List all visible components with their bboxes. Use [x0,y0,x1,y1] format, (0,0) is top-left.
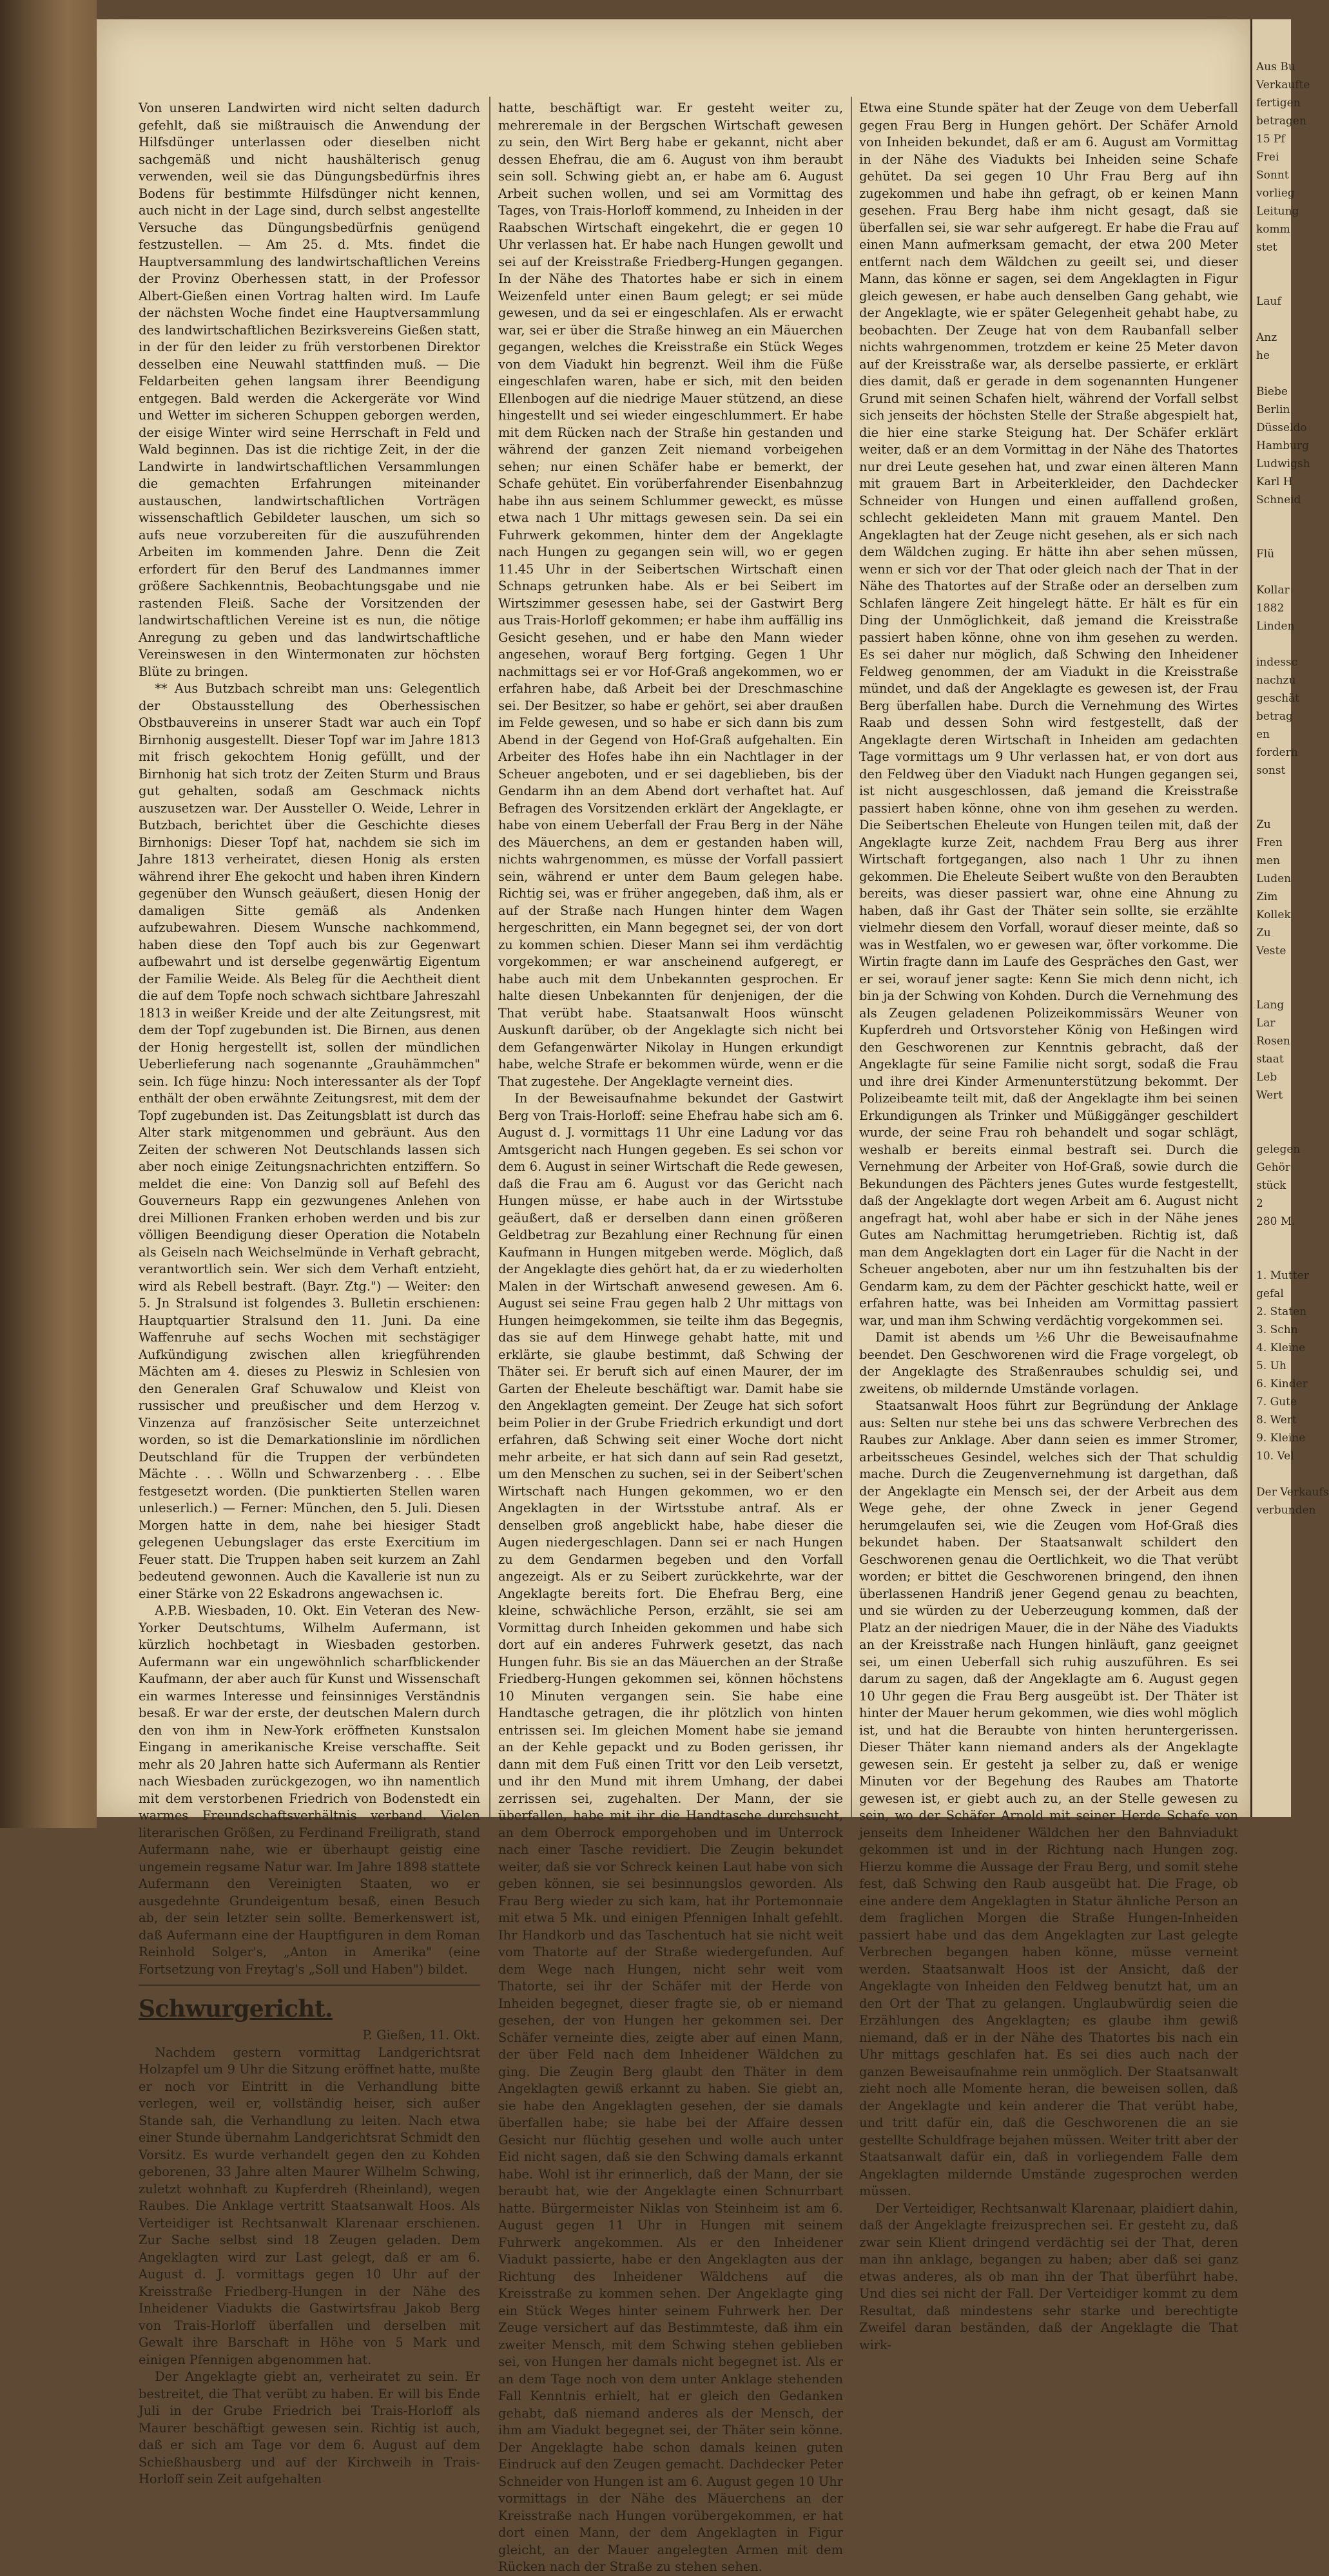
court-evidence: In der Beweisaufnahme bekundet der Gastwirt Berg von Trais-Horloff: seine Ehefrau habe sich am 6. August d. J. vormittags 11 Uhr eine Ladung vor das Amtsgericht nach Hungen gegeben. Es sei schon vor dem 6. August in seiner Wirtschaft die Rede gewesen, daß die Frau am 6. August vor das Gericht nach Hungen müsse, er habe auch in der Wirtsstube geäußert, daß er derselben dann einen größeren Geldbetrag zur Bezahlung einer Rechnung für einen Kaufmann in Hungen mitgeben werde. Möglich, daß der Angeklagte dies gehört hat, da er zu wiederholten Malen in der Wirtschaft anwesend gewesen. Am 6. August sei seine Frau gegen halb 2 Uhr mittags von Hungen heimgekommen, sie teilte ihm das Begegnis, das sie auf dem Hinwege gehabt hatte, mit und erklärte, sie glaube bestimmt, daß Schwing der Thäter sei. Er beruft sich auf einen Maurer, der im Garten der Eheleute beschäftigt war. Damit habe sie den Angeklagten gemeint. Der Zeuge hat sich sofort beim Polier in der Grube Friedrich erkundigt und dort erfahren, daß Schwing seit einer Woche dort nicht mehr arbeite, er hat sich dann auf sein Rad gesetzt, um den Menschen zu suchen, sei in der Seibert'schen Wirtschaft nach Hungen gekommen, wo er den Angeklagten in der Wirtsstube antraf. Als er denselben groß angeblickt habe, habe dieser die Augen niedergeschlagen. Dann sei er nach Hungen zu dem Gendarmen begeben und den Vorfall angezeigt. Als er zu Seibert zurückkehrte, war der Angeklagte bereits fort. Die Ehefrau Berg, eine kleine, schwächliche Person, erzählt, sie sei am Vormittag durch Inheiden gekommen und habe sich dort auf ein anderes Fuhrwerk gesetzt, das nach Hungen fuhr. Bis sie an das Mäuerchen an der Straße Friedberg-Hungen gekommen sei, können höchstens 10 Minuten vergangen sein. Sie habe eine Handtasche getragen, die ihr plötzlich von hinten entrissen sei. Im gleichen Moment habe sie jemand an der Kehle gepackt und zu Boden gerissen, ihr dann mit dem Fuß einen Tritt vor den Leib versetzt, und ihr den Mund mit ihrem Umhang, der dabei zerrissen sei, zugehalten. Der Mann, der sie überfallen, habe mit ihr die Handtasche durchsucht, an dem Oberrock emporgehoben und im Unterrock nach einer Tasche revidiert. Die Zeugin bekundet weiter, daß sie vor Schreck keinen Laut habe von sich geben können, sie sei besinnungslos geworden. Als Frau Berg wieder zu sich kam, hat ihr Portemonnaie mit etwa 5 Mk. und einigen Pfennigen Inhalt gefehlt. Ihr Handkorb und das Taschentuch hat sie nicht weit vom Thatorte auf der Straße wiedergefunden. Auf dem Wege nach Hungen, nicht sehr weit vom Thatorte, sei ihr der Schäfer mit der Herde von Inheiden begegnet, dieser fragte sie, ob er niemand gesehen, der von Hungen her gekommen sei. Der Schäfer verneinte dies, zeigte aber auf einen Mann, der über Feld nach dem Inheidener Wäldchen zu ging. Die Zeugin Berg glaubt den Thäter in dem Angeklagten gewiß erkannt zu haben. Sie giebt an, sie habe den Angeklagten gesehen, der sie damals überfallen habe; sie habe bei der Affaire dessen Gesicht nur flüchtig gesehen und wolle auch unter Eid nicht sagen, daß sie den Schwing damals erkannt habe. Wohl ist ihr erinnerlich, daß der Mann, der sie beraubt hat, wie der Angeklagte einen Schnurrbart hatte. Bürgermeister Niklas von Steinheim ist am 6. August gegen 11 Uhr in Hungen mit seinem Fuhrwerk angekommen. Als er den Inheidener Viadukt passierte, habe er den Angeklagten aus der Richtung des Inheidener Wäldchens auf die Kreisstraße zu kommen sehen. Der Angeklagte ging ein Stück Weges hinter seinem Fuhrwerk her. Der Zeuge versichert auf das Bestimmteste, daß ihm ein zweiter Mensch, mit dem Schwing stehen geblieben sei, von Hungen her damals nicht begegnet ist. Als er an dem Tage noch von dem unter Anklage stehenden Fall Kenntnis erhielt, hat er gleich den Gedanken gehabt, daß niemand anderes als der Mensch, der ihm am Viadukt begegnet sei, der Thäter sein könne. Der Angeklagte habe schon damals keinen guten Eindruck auf den Zeugen gemacht. Dachdecker Peter Schneider von Hungen ist am 6. August gegen 10 Uhr vormittags in der Nähe des Mäuerchens an der Kreisstraße nach Hungen vorübergekommen, er hat dort einen Mann, der dem Angeklagten in Figur gleicht, an der Mauer angelegten Armen mit dem Rücken nach der Straße zu stehen sehen. [498,1091,843,2574]
court-prosecutor: Staatsanwalt Hoos führt zur Begründung der Anklage aus: Selten nur stehe bei uns das schwere Verbrechen des Raubes zur Anklage. Aber dann seien es immer Stromer, arbeitsscheues Gesindel, welches sich der That schuldig mache. Durch die Zeugenvernehmung ist dargethan, daß der Angeklagte ein Mensch sei, der der Arbeit aus dem Wege gehe, der ohne Zweck in jener Gegend herumgelaufen sei, wie die Zeugen vom Hof-Graß dies bekundet haben. Der Staatsanwalt schildert den Geschworenen genau die Oertlichkeit, wo die That verübt worden; er bittet die Geschworenen bringend, den ihnen überlassenen Handriß jener Gegend genau zu beachten, und sie würden zu der Ueberzeugung kommen, daß der Platz an der niedrigen Mauer, die in der Nähe des Viadukts an der Kreisstraße nach Hungen hinläuft, ganz geeignet sei, um einen Ueberfall sich ruhig auszuführen. Es sei darum zu sagen, daß der Angeklagte am 6. August gegen 10 Uhr gegen die Frau Berg ausgeübt ist. Der Thäter ist hinter der Mauer herum gekommen, wie dies wohl möglich ist, und hat die Beraubte von hinten heruntergerissen. Dieser Thäter kann niemand anders als der Angeklagte gewesen sein. Er gesteht ja selber zu, daß er wenige Minuten vor der Begehung des Raubes am Thatorte gewesen ist, er giebt auch zu, an der Stelle gewesen zu sein, wo der Schäfer Arnold mit seiner Herde Schafe von jenseits dem Inheidener Wäldchen her den Bahnviadukt gekommen ist und in der Richtung nach Hungen zog. Hierzu komme die Aussage der Frau Berg, und somit stehe fest, daß Schwing den Raub ausgeübt hat. Die Frage, ob eine andere dem Angeklagten in Statur ähnliche Person an dem fraglichen Morgen die Straße Hungen-Inheiden passiert habe und das dem Angeklagten zur Last gelegte Verbrechen begangen haben könne, müsse verneint werden. Staatsanwalt Hoos ist der Ansicht, daß der Angeklagte von Inheiden den Feldweg benutzt hat, um an den Ort der That zu gelangen. Unglaubwürdig seien die Erzählungen des Angeklagten; es glaube ihm gewiß niemand, daß er in der Nähe des Thatortes bis nach ein Uhr mittags geschlafen hat. Es sei dies auch nach der ganzen Beweisaufnahme rein unmöglich. Der Staatsanwalt zieht noch alle Momente heran, die beweisen sollen, daß der Angeklagte und kein anderer die That verübt habe, und tritt dafür ein, daß die Geschworenen die an sie gestellte Schuldfrage bejahen müssen. Weiter tritt aber der Staatsanwalt dafür ein, daß in vorliegendem Falle dem Angeklagten mildernde Umstände zugesprochen werden müssen. [859,1398,1238,2198]
column-rule-1 [489,97,490,1817]
article-landwirte: Von unseren Landwirten wird nicht selten dadurch gefehlt, daß sie mißtrauisch die Anwendung der Hilfsdünger unterlassen oder dieselben nicht sachgemäß und nicht haushälterisch genug verwenden, weil sie das Düngungsbedürfnis ihres Bodens für bestimmte Hilfsdünger nicht kennen, auch nicht in der Lage sind, durch selbst angestellte Versuche das Düngungsbedürfnis genügend festzustellen. — Am 25. d. Mts. findet die Hauptversammlung des landwirtschaftlichen Vereins der Provinz Oberhessen statt, in der Professor Albert-Gießen einen Vortrag halten wird. Im Laufe der nächsten Woche findet eine Hauptversammlung des landwirtschaftlichen Bezirksvereins Gießen statt, in der für den leider zu früh verstorbenen Direktor desselben eine Neuwahl stattfinden muß. — Die Feldarbeiten gehen langsam ihrer Beendigung entgegen. Bald werden die Ackergeräte vor Wind und Wetter im sicheren Schuppen geborgen werden, der eisige Winter wird seine Herrschaft in Feld und Wald beginnen. Das ist die richtige Zeit, in der die Landwirte in landwirtschaftlichen Versammlungen die gemachten Erfahrungen miteinander austauschen, landwirtschaftlichen Vorträgen wissenschaftlich Gebildeter lauschen, um sich so aufs neue vorzubereiten für die auszuführenden Arbeiten im kommenden Jahre. Denn die Zeit erfordert für den Beruf des Landmannes immer größere Sachkenntnis, Beobachtungsgabe und nie rastenden Fleiß. Sache der Vorsitzenden der landwirtschaftlichen Vereine ist es nun, die nötige Anregung zu geben und das landwirtschaftliche Vereinswesen in den Wintermonaten zur höchsten Blüte zu bringen. [139,101,480,679]
court-witnesses: Etwa eine Stunde später hat der Zeuge von dem Ueberfall gegen Frau Berg in Hungen gehört. Der Schäfer Arnold von Inheiden bekundet, daß er am 6. August am Vormittag in der Nähe des Viadukts bei Inheiden seine Schafe gehütet. Da sei gegen 10 Uhr Frau Berg auf ihn zugekommen und habe ihn gefragt, ob er keinen Mann gesehen. Frau Berg habe ihm nicht gesagt, daß sie überfallen sei, sie war sehr aufgeregt. Er habe die Frau auf einen Mann aufmerksam gemacht, der etwa 200 Meter entfernt nach dem Wäldchen zu geeilt sei, und dieser Mann, das könne er sagen, sei dem Angeklagten in Figur gleich gewesen, er habe auch denselben Gang gehabt, wie der Angeklagte, wie er später Gelegenheit gehabt habe, zu beobachten. Der Zeuge hat von dem Raubanfall selber nichts wahrgenommen, trotzdem er keine 25 Meter davon auf der Kreisstraße war, als derselbe passierte, er erklärt dies damit, daß er gerade in dem sogenannten Hungener Grund mit seinen Schafen hielt, während der Vorfall selbst sich jenseits der höchsten Stelle der Straße abgespielt hat, die hier eine starke Steigung hat. Der Schäfer erklärt weiter, daß er an dem Vormittag in der Nähe des Thatortes nur drei Leute gesehen hat, und zwar einen älteren Mann mit grauem Bart in Arbeiterkleider, den Dachdecker Schneider von Hungen und einen auffallend großen, schlecht gekleideten Mann mit grauem Mantel. Den Angeklagten hat der Zeuge nicht gesehen, als er sich nach dem Wäldchen zuging. Er hätte ihn aber sehen müssen, wenn er sich vor der That oder gleich nach der That in der Nähe des Thatortes auf der Straße oder an derselben zum Schlafen längere Zeit hingelegt hätte. Er hält es für ein Ding der Unmöglichkeit, daß jemand die Kreisstraße passiert haben könne, ohne von ihm gesehen zu werden. Es sei daher nur möglich, daß Schwing den Inheidener Feldweg genommen, der am Viadukt in die Kreisstraße mündet, und daß der Angeklagte es gewesen ist, der Frau Berg überfallen habe. Durch die Vernehmung des Wirtes Raab und dessen Sohn wird festgestellt, daß der Angeklagte deren Wirtschaft in Inheiden am gedachten Tage vormittags um 9 Uhr verlassen hat, er von dort aus den Feldweg über den Viadukt nach Hungen gegangen sei, ist nicht ausgeschlossen, daß jemand die Kreisstraße passiert haben könne, ohne von ihm gesehen zu werden. Die Seibertschen Eheleute von Hungen teilen mit, daß der Angeklagte kurze Zeit, nachdem Frau Berg aus ihrer Wirtschaft fortgegangen, also nach 1 Uhr zu ihnen gekommen. Die Eheleute Seibert wußte von den Beraubten bereits, was dieser passiert war, ohne eine Ahnung zu haben, daß ihr Gast der Thäter sein sollte, sie erzählte vielmehr diesem den Vorfall, worauf dieser meinte, daß so was in Westfalen, wo er gewesen war, öfter vorkomme. Die Wirtin fragte dann im Laufe des Gespräches den Gast, wer er sei, worauf jener sagte: Kenn Sie mich denn nicht, ich bin ja der Schwing von Kohden. Durch die Vernehmung des als Zeugen geladenen Polizeikommissärs Weuner von Kupferdreh und Ortsvorsteher König von Heßingen wird den Geschworenen zur Kenntnis gebracht, daß der Angeklagte für seine Familie nicht sorgt, sodaß die Frau und ihre drei Kinder Armenunterstützung bekommt. Der Polizeibeamte teilt mit, daß der Angeklagte ihm bei seinen Erkundigungen als Trinker und Müßiggänger geschildert wurde, der seine Frau roh behandelt und sogar schlägt, weshalb er bereits einmal bestraft sei. Durch die Vernehmung der Arbeiter von Hof-Graß, sowie durch die Bekundungen des Pächters jenes Gutes wurde festgestellt, daß der Angeklagte dort wegen Arbeit am 6. August nicht angefragt hat, wohl aber habe er sich in der Nähe jenes Gutes am Nachmittag herumgetrieben. Richtig ist, daß man dem Angeklagten dort ein Lager für die Nacht in der Scheuer angeboten, aber nur um ihn festzuhalten bis der Gendarm kam, zu dem der Pächter geschickt hatte, weil er erfahren hatte, was bei Inheiden am Vormittag passiert war, und man ihm Schwing verdächtig vorgekommen sei. [859,101,1238,1328]
article-butzbach: ** Aus Butzbach schreibt man uns: Gelegentlich der Obstausstellung des Oberhessischen Obstbauvereins in unserer Stadt war auch ein Topf Birnhonig ausgestellt. Dieser Topf war im Jahre 1813 mit frisch gekochtem Honig gefüllt, und der Birnhonig hat sich trotz der Zeiten Sturm und Braus gut gehalten, sodaß am Geschmack nichts auszusetzen war. Der Aussteller O. Weide, Lehrer in Butzbach, berichtet über die Geschichte dieses Birnhonigs: Dieser Topf hat, nachdem sie sich im Jahre 1813 verheiratet, diesen Honig als ersten während ihrer Ehe gekocht und haben ihren Kindern gegenüber den Wunsch geäußert, diesen Honig der damaligen Sitte gemäß als Andenken aufzubewahren. Diesem Wunsche nachkommend, haben diese den Topf auch bis zur Gegenwart aufbewahrt und ist derselbe gegenwärtig Eigentum der Familie Weide. Als Beleg für die Aechtheit dient die auf dem Topfe noch schwach sichtbare Jahreszahl 1813 in weißer Kreide und der alte Zeitungsrest, mit dem der Topf zugebunden ist. Die Birnen, aus denen der Honig hergestellt ist, sollen der mündlichen Ueberlieferung nach sogenannte „Grauhämmchen" sein. Ich füge hinzu: Noch interessanter als der Topf enthält der oben erwähnte Zeitungsrest, mit dem der Topf zugebunden ist. Das Zeitungsblatt ist durch das Alter stark mitgenommen und gebräunt. Aus den Zeiten der schweren Not Deutschlands lassen sich aber noch einige Zeitungsnachrichten entziffern. So meldet die eine: Von Danzig soll auf Befehl des Gouverneurs Rapp ein gezwungenes Anlehen von drei Millionen Franken erhoben werden und bis zur völligen Beendigung dieser Operation die Notabeln als Geiseln nach Weichselmünde in Verhaft gebracht, verantwortlich sein. Wer sich dem Verhaft entzieht, wird als Rebell bestraft. (Bayr. Ztg.") — Weiter: den 5. Jn Stralsund ist folgendes 3. Bulletin erschienen: Hauptquartier Stralsund den 11. Juni. Da eine Waffenruhe auf sechs Wochen mit sechstägiger Aufkündigung zwischen allen kriegführenden Mächten am 4. dieses zu Pleswiz in Schlesien von den Generalen Graf Schuwalow und Kleist von russischer und preußischer und dem Herzog v. Vinzenza auf französischer Seite unterzeichnet worden, so ist die Demarkationslinie im nördlichen Deutschland für die Truppen der verbündeten Mächte . . . Wölln und Schwarzenberg . . . Elbe festgesetzt worden. (Die punktierten Stellen waren unleserlich.) — Ferner: München, den 5. Juli. Diesen Morgen hatte in dem, nahe bei hiesiger Stadt gelegenen Uebungslager das erste Exercitium im Feuer statt. Die Truppen haben seit kurzem an Zahl bedeutend gewonnen. Auch die Kavallerie ist nun zu einer Stärke von 22 Eskadrons angewachsen ic. [139,681,480,1601]
court-intro: Nachdem gestern vormittag Landgerichtsrat Holzapfel um 9 Uhr die Sitzung eröffnet hatte, mußte er noch vor Eintritt in die Verhandlung bitte verlegen, weil er, vollständig heiser, sich außer Stande sah, die Verhandlung zu leiten. Nach etwa einer Stunde übernahm Landgerichtsrat Schmidt den Vorsitz. Es wurde verhandelt gegen den zu Kohden geborenen, 33 Jahre alten Maurer Wilhelm Schwing, zuletzt wohnhaft zu Kupferdreh (Rheinland), wegen Raubes. Die Anklage vertritt Staatsanwalt Hoos. Als Verteidiger ist Rechtsanwalt Klarenaar erschienen. Zur Sache selbst sind 18 Zeugen geladen. Dem Angeklagten wird zur Last gelegt, daß er am 6. August d. J. vormittags gegen 10 Uhr auf der Kreisstraße Friedberg-Hungen in der Nähe des Inheidener Viadukts die Gastwirtsfrau Jakob Berg von Trais-Horloff überfallen und derselben mit Gewalt ihre Barschaft in Höhe von 5 Mark und einigen Pfennigen abgenommen hat. [139,2044,480,2367]
column-1 [139,100,480,2486]
book-binding [0,0,97,1828]
court-defense: Der Verteidiger, Rechtsanwalt Klarenaar, plaidiert dahin, daß der Angeklagte freizusprechen sei. Er gesteht zu, daß zwar sein Klient dringend verdächtig sei der That, deren man ihn anklage, begangen zu haben; aber daß sei ganz etwas anderes, als ob man ihn der That überführt habe. Und dies sei nicht der Fall. Der Verteidiger kommt zu dem Resultat, daß mindestens sehr starke und berechtigte Zweifel daran beständen, daß der Angeklagte die That wirk- [859,2200,1238,2352]
court-defendant-statement: Der Angeklagte giebt an, verheiratet zu sein. Er bestreitet, die That verübt zu haben. Er will bis Ende Juli in der Grube Friedrich bei Trais-Horloff als Maurer beschäftigt gewesen sein. Richtig ist auch, daß er sich am Tage vor dem 6. August auf dem Schießhausberg und auf der Kirchweih in Trais-Horloff sein Zeit aufgehalten [139,2369,480,2486]
column-2 [498,100,843,2574]
facing-page-edge [1250,19,1329,1817]
court-defendant-continued: hatte, beschäftigt war. Er gesteht weiter zu, mehreremale in der Bergschen Wirtschaft gewesen zu sein, den Wirt Berg habe er gekannt, nicht aber dessen Ehefrau, die am 6. August von ihm beraubt sein soll. Schwing giebt an, er habe am 6. August Arbeit suchen wollen, und sei am Vormittag des Tages, von Trais-Horloff kommend, zu Inheiden in der Raabschen Wirtschaft eingekehrt, die er gegen 10 Uhr verlassen hat. Er habe nach Hungen gewollt und sei auf der Kreisstraße Friedberg-Hungen gegangen. In der Nähe des Thatortes habe er sich in einem Weizenfeld unter einen Baum gelegt; er sei müde gewesen, und da sei er eingeschlafen. Als er erwacht war, sei er über die Straße hinweg an ein Mäuerchen gegangen, welches die Kreisstraße ein Stück Weges von dem Viadukt hin begrenzt. Weil ihm die Füße eingeschlafen waren, habe er sich, mit den beiden Ellenbogen auf die niedrige Mauer stützend, an diese hingestellt und sei wieder eingeschlummert. Er habe mit dem Rücken nach der Straße hin gestanden und während der ganzen Zeit niemand vorbeigehen sehen; nur einen Schäfer habe er bemerkt, der Schafe gehütet. Ein vorüberfahrender Eisenbahnzug habe ihn aus seinem Schlummer geweckt, es müsse etwa nach 1 Uhr mittags gewesen sein. Da sei ein Fuhrwerk gekommen, hinter dem der Angeklagte nach Hungen zu gegangen sein will, wo er gegen 11.45 Uhr in der Seibertschen Wirtschaft einen Schnaps getrunken habe. Als er bei Seibert im Wirtszimmer gesessen habe, sei der Gastwirt Berg aus Trais-Horloff gekommen; er habe ihm auffällig ins Gesicht gesehen, und er habe den Mann wieder angesehen, worauf Berg fortging. Gegen 1 Uhr nachmittags sei er vor Hof-Graß angekommen, wo er erfahren habe, daß Arbeit bei der Dreschmaschine sei. Der Besitzer, so habe er gehört, sei aber draußen im Felde gewesen, und so habe er sich dann bis zum Abend in der Gegend von Hof-Graß aufgehalten. Ein Arbeiter des Hofes habe ihn ein Nachtlager in der Scheuer angeboten, und er sei dageblieben, bis der Gendarm ihn an dem Abend dort verhaftet hat. Auf Befragen des Vorsitzenden erklärt der Angeklagte, er habe von einem Ueberfall der Frau Berg in der Nähe des Mäuerchens, an dem er gestanden haben will, nichts wahrgenommen, es müsse der Vorfall passiert sein, während er unter dem Baum gelegen habe. Richtig sei, was er früher angegeben, daß ihm, als er auf der Straße nach Hungen hinter dem Wagen hergeschritten, ein Mann begegnet sei, der von dort zu kommen schien. Dieser Mann sei ihm verdächtig vorgekommen; er war anscheinend aufgeregt, er habe auch mit dem Unbekannten gesprochen. Er halte diesen Unbekannten für denjenigen, der die That verübt habe. Staatsanwalt Hoos wünscht Auskunft darüber, ob der Angeklagte sich nicht bei dem Gefangenwärter Nikolay in Hungen erkundigt habe, welche Strafe er bekommen würde, wenn er die That zugestehe. Der Angeklagte verneint dies. [498,101,843,1089]
court-evidence-closed: Damit ist abends um ½6 Uhr die Beweisaufnahme beendet. Den Geschworenen wird die Frage vorgelegt, ob der Angeklagte des Straßenraubes schuldig sei, und zweitens, ob mildernde Umstände vorlagen. [859,1330,1238,1396]
article-wiesbaden: A.P.B. Wiesbaden, 10. Okt. Ein Veteran des New-Yorker Deutschtums, Wilhelm Aufermann, ist kürzlich hochbetagt in Wiesbaden gestorben. Aufermann war ein ungewöhnlich scharfblickender Kaufmann, der aber auch für Kunst und Wissenschaft ein warmes Interesse und feinsinniges Verständnis besaß. Er war der erste, der deutschen Malern durch den von ihm in New-York eröffneten Kunstsalon Eingang in amerikanische Kreise verschaffte. Seit mehr als 20 Jahren hatte sich Aufermann als Rentier nach Wiesbaden zurückgezogen, wo ihn namentlich mit dem verstorbenen Friedrich von Bodenstedt ein warmes Freundschaftsverhältnis verband. Vielen literarischen Größen, zu Ferdinand Freiligrath, stand Aufermann nahe, wie er überhaupt geistig eine ungemein regsame Natur war. Im Jahre 1898 stattete Aufermann den Vereinigten Staaten, wo er ausgedehnte Grundeigentum besaß, einen Besuch ab, der sein letzter sein sollte. Bemerkenswert ist, daß Aufermann eine der Hauptfiguren in dem Roman Reinhold Solger's, „Anton in Amerika" (eine Fortsetzung von Freytag's „Soll und Haben") bildet. [139,1603,480,1977]
section-headline: Schwurgericht. [139,1995,333,2023]
section-divider [139,1985,480,1986]
facing-page-fragments: Aus Bu Verkaufte fertigen betragen 15 Pf Frei Sonnt vorlieg Leitung komm stet Lauf Anz he Biebe Berlin Düsseldo Hamburg Ludwigsh Karl H Schneid Flü Kollar 1882 Linden indessc nachzu geschät betrag en fordern sonst Zu Fren men Luden Zim Kollek Zu Veste Lang Lar Rosen staat Leb Wert gelegen Gehör stück 2 280 M. 1. Mutter gefal 2. Staten 3. Schn 4. Kleine 5. Uh 6. Kinder 7. Gute 8. Wert 9. Kleine 10. Vel Der Verkaufs verbunden [1256,61,1329,1517]
column-rule-2 [851,97,852,1817]
dateline: P. Gießen, 11. Okt. [362,2028,480,2043]
column-3 [859,100,1238,2352]
